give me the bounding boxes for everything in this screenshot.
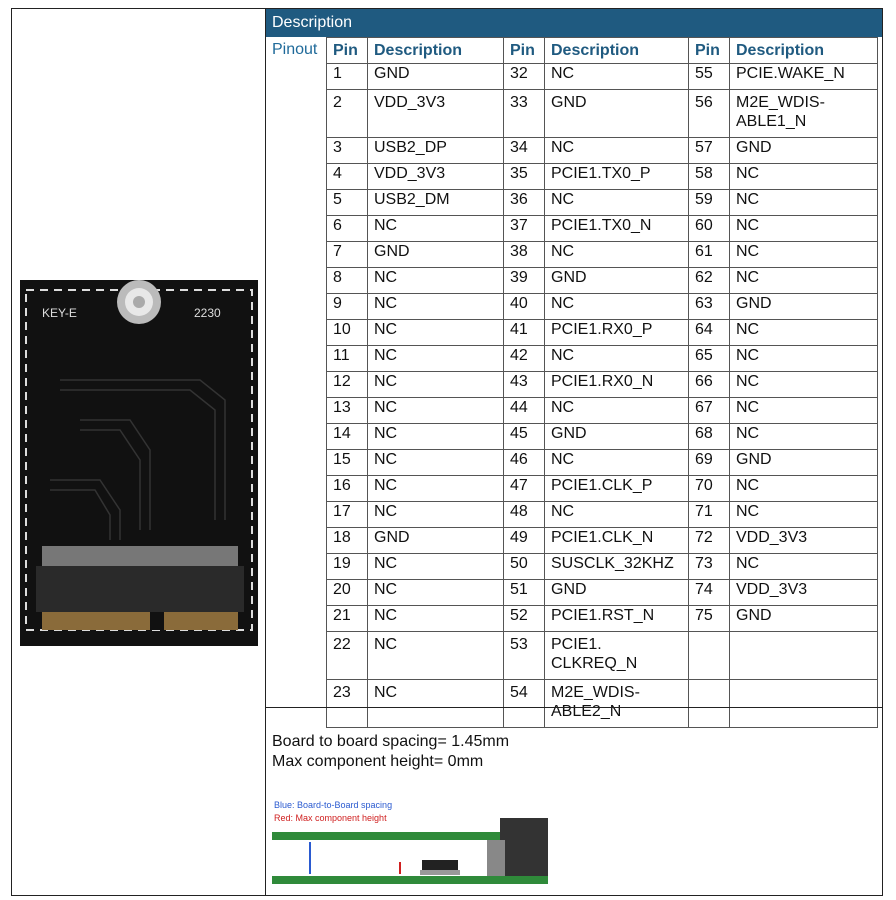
table-row <box>327 502 878 528</box>
table-row <box>327 476 878 502</box>
pin-description-cell: NC <box>545 138 689 164</box>
pin-number-cell: 41 <box>504 320 545 346</box>
pin-description-cell: PCIE1.TX0_P <box>545 164 689 190</box>
pin-number-cell: 72 <box>689 528 730 554</box>
pin-number-cell: 32 <box>504 64 545 90</box>
pin-description-cell: NC <box>368 372 504 398</box>
pin-number-cell: 38 <box>504 242 545 268</box>
pin-description-cell: NC <box>368 580 504 606</box>
pin-number-cell: 35 <box>504 164 545 190</box>
side-view-diagram <box>272 818 548 888</box>
pin-description-cell: NC <box>545 294 689 320</box>
pin-description-cell: NC <box>545 450 689 476</box>
pin-description-cell: NC <box>730 320 878 346</box>
pin-description-cell: NC <box>368 554 504 580</box>
pin-description-cell: USB2_DM <box>368 190 504 216</box>
pin-number-cell: 67 <box>689 398 730 424</box>
pin-number-cell: 1 <box>327 64 368 90</box>
pin-number-cell: 16 <box>327 476 368 502</box>
table-row <box>327 90 878 138</box>
pin-description-cell: NC <box>545 64 689 90</box>
pin-number-cell: 68 <box>689 424 730 450</box>
pin-description-cell: NC <box>368 476 504 502</box>
spacing-specs <box>272 732 509 772</box>
pinout-section <box>266 37 882 720</box>
pin-description-cell: NC <box>730 164 878 190</box>
pin-number-cell: 36 <box>504 190 545 216</box>
table-row <box>327 294 878 320</box>
pin-number-cell: 54 <box>504 680 545 728</box>
pin-description-cell: NC <box>545 502 689 528</box>
pin-number-cell: 11 <box>327 346 368 372</box>
pin-description-cell: NC <box>368 294 504 320</box>
pin-description-cell: GND <box>730 138 878 164</box>
table-row <box>327 268 878 294</box>
pin-description-cell: NC <box>368 424 504 450</box>
pin-description-cell: NC <box>730 268 878 294</box>
pin-description-cell: GND <box>368 242 504 268</box>
pin-description-cell: NC <box>368 606 504 632</box>
pin-number-cell: 62 <box>689 268 730 294</box>
pin-number-cell: 75 <box>689 606 730 632</box>
height-text: Max component height= 0mm <box>272 753 484 770</box>
pin-description-cell: NC <box>545 398 689 424</box>
pin-number-cell: 70 <box>689 476 730 502</box>
table-row <box>327 450 878 476</box>
pin-description-cell: NC <box>368 632 504 680</box>
table-row <box>327 216 878 242</box>
pin-number-cell: 48 <box>504 502 545 528</box>
pin-number-cell: 18 <box>327 528 368 554</box>
board-image-cell <box>12 9 266 895</box>
pin-number-cell: 43 <box>504 372 545 398</box>
pin-description-cell: PCIE1.RX0_N <box>545 372 689 398</box>
pin-description-cell: VDD_3V3 <box>368 164 504 190</box>
pin-description-cell: USB2_DP <box>368 138 504 164</box>
pin-number-cell: 12 <box>327 372 368 398</box>
column-header: Description <box>368 38 504 64</box>
key-label: KEY-E <box>42 306 77 320</box>
pin-number-cell: 33 <box>504 90 545 138</box>
pin-description-cell: NC <box>545 346 689 372</box>
column-header: Pin <box>504 38 545 64</box>
pin-description-cell: NC <box>730 424 878 450</box>
pin-description-cell: M2E_WDIS- ABLE2_N <box>545 680 689 728</box>
pin-number-cell: 71 <box>689 502 730 528</box>
pin-description-cell: PCIE1.CLK_N <box>545 528 689 554</box>
pin-description-cell: NC <box>730 476 878 502</box>
pin-number-cell: 22 <box>327 632 368 680</box>
pin-number-cell: 8 <box>327 268 368 294</box>
pin-description-cell: PCIE1.RST_N <box>545 606 689 632</box>
pin-number-cell: 40 <box>504 294 545 320</box>
pin-description-cell: GND <box>368 528 504 554</box>
pin-description-cell: NC <box>368 502 504 528</box>
pin-number-cell: 52 <box>504 606 545 632</box>
table-row <box>327 64 878 90</box>
pin-description-cell <box>730 632 878 680</box>
pin-description-cell: PCIE1. CLKREQ_N <box>545 632 689 680</box>
pin-number-cell: 4 <box>327 164 368 190</box>
pin-number-cell: 6 <box>327 216 368 242</box>
table-row <box>327 528 878 554</box>
pin-description-cell: GND <box>368 64 504 90</box>
column-header: Description <box>730 38 878 64</box>
table-row <box>327 164 878 190</box>
pin-number-cell: 47 <box>504 476 545 502</box>
pin-description-cell: GND <box>545 90 689 138</box>
pin-number-cell: 9 <box>327 294 368 320</box>
pin-number-cell: 14 <box>327 424 368 450</box>
pin-description-cell: GND <box>545 580 689 606</box>
table-header-row <box>327 38 878 64</box>
pin-number-cell: 64 <box>689 320 730 346</box>
pin-description-cell: PCIE1.TX0_N <box>545 216 689 242</box>
pin-number-cell: 61 <box>689 242 730 268</box>
pin-number-cell: 74 <box>689 580 730 606</box>
pin-description-cell: NC <box>545 190 689 216</box>
pinout-table <box>326 37 878 728</box>
pin-description-cell: NC <box>730 216 878 242</box>
table-row <box>327 424 878 450</box>
datasheet-table <box>11 8 883 896</box>
pin-number-cell: 73 <box>689 554 730 580</box>
pin-number-cell: 59 <box>689 190 730 216</box>
pin-description-cell: NC <box>368 450 504 476</box>
pin-description-cell: NC <box>730 372 878 398</box>
m2-board-image <box>20 280 258 646</box>
size-label: 2230 <box>194 306 221 320</box>
pin-number-cell: 19 <box>327 554 368 580</box>
pin-number-cell: 44 <box>504 398 545 424</box>
table-row <box>327 242 878 268</box>
pin-description-cell: GND <box>730 606 878 632</box>
pin-description-cell: NC <box>368 346 504 372</box>
table-row <box>327 580 878 606</box>
table-row <box>327 398 878 424</box>
column-header: Pin <box>689 38 730 64</box>
pin-number-cell: 63 <box>689 294 730 320</box>
pin-number-cell: 39 <box>504 268 545 294</box>
pin-number-cell: 15 <box>327 450 368 476</box>
column-header: Pin <box>327 38 368 64</box>
table-row <box>327 320 878 346</box>
table-row <box>327 190 878 216</box>
pin-description-cell: VDD_3V3 <box>368 90 504 138</box>
table-row <box>327 346 878 372</box>
pin-number-cell: 55 <box>689 64 730 90</box>
pin-description-cell: PCIE1.RX0_P <box>545 320 689 346</box>
pin-number-cell: 3 <box>327 138 368 164</box>
pin-description-cell: NC <box>730 398 878 424</box>
pin-number-cell: 56 <box>689 90 730 138</box>
pin-number-cell: 20 <box>327 580 368 606</box>
legend-blue: Blue: Board-to-Board spacing <box>274 800 393 810</box>
description-cell <box>266 9 882 895</box>
table-row <box>327 138 878 164</box>
pin-description-cell: M2E_WDIS- ABLE1_N <box>730 90 878 138</box>
pin-number-cell: 51 <box>504 580 545 606</box>
pin-number-cell: 50 <box>504 554 545 580</box>
pin-number-cell: 34 <box>504 138 545 164</box>
table-row <box>327 606 878 632</box>
pin-number-cell: 17 <box>327 502 368 528</box>
pin-description-cell: NC <box>368 320 504 346</box>
pin-description-cell: NC <box>545 242 689 268</box>
pin-number-cell: 13 <box>327 398 368 424</box>
pin-number-cell: 23 <box>327 680 368 728</box>
pin-number-cell <box>689 632 730 680</box>
pin-description-cell: VDD_3V3 <box>730 580 878 606</box>
pin-description-cell: NC <box>368 268 504 294</box>
column-header: Description <box>545 38 689 64</box>
pin-number-cell: 45 <box>504 424 545 450</box>
pin-number-cell: 60 <box>689 216 730 242</box>
pin-number-cell: 58 <box>689 164 730 190</box>
pin-number-cell: 46 <box>504 450 545 476</box>
pin-number-cell: 37 <box>504 216 545 242</box>
pin-number-cell: 57 <box>689 138 730 164</box>
pinout-label: Pinout <box>272 41 318 58</box>
pin-description-cell: PCIE1.CLK_P <box>545 476 689 502</box>
pin-description-cell: NC <box>730 190 878 216</box>
table-row <box>327 372 878 398</box>
table-row <box>327 632 878 680</box>
pin-description-cell: GND <box>545 424 689 450</box>
pin-description-cell: NC <box>368 216 504 242</box>
spacing-text: Board to board spacing= 1.45mm <box>272 733 510 750</box>
pin-number-cell: 65 <box>689 346 730 372</box>
pin-description-cell: NC <box>730 242 878 268</box>
spacing-section <box>266 707 882 896</box>
pin-number-cell: 5 <box>327 190 368 216</box>
pin-number-cell: 53 <box>504 632 545 680</box>
pin-description-cell: VDD_3V3 <box>730 528 878 554</box>
pin-number-cell: 21 <box>327 606 368 632</box>
pin-description-cell: NC <box>730 554 878 580</box>
pin-description-cell: GND <box>730 294 878 320</box>
legend-red: Red: Max component height <box>274 813 387 823</box>
pin-number-cell: 42 <box>504 346 545 372</box>
pin-description-cell: NC <box>368 680 504 728</box>
section-header: Description <box>266 9 882 37</box>
pin-description-cell: SUSCLK_32KHZ <box>545 554 689 580</box>
pin-number-cell: 66 <box>689 372 730 398</box>
pin-description-cell: PCIE.WAKE_N <box>730 64 878 90</box>
pin-number-cell: 10 <box>327 320 368 346</box>
pin-description-cell: NC <box>368 398 504 424</box>
table-row <box>327 554 878 580</box>
pin-description-cell: NC <box>730 502 878 528</box>
pin-number-cell: 49 <box>504 528 545 554</box>
pin-number-cell: 69 <box>689 450 730 476</box>
pin-number-cell: 2 <box>327 90 368 138</box>
pin-description-cell: NC <box>730 346 878 372</box>
pin-description-cell: GND <box>730 450 878 476</box>
pin-number-cell: 7 <box>327 242 368 268</box>
pin-description-cell: GND <box>545 268 689 294</box>
